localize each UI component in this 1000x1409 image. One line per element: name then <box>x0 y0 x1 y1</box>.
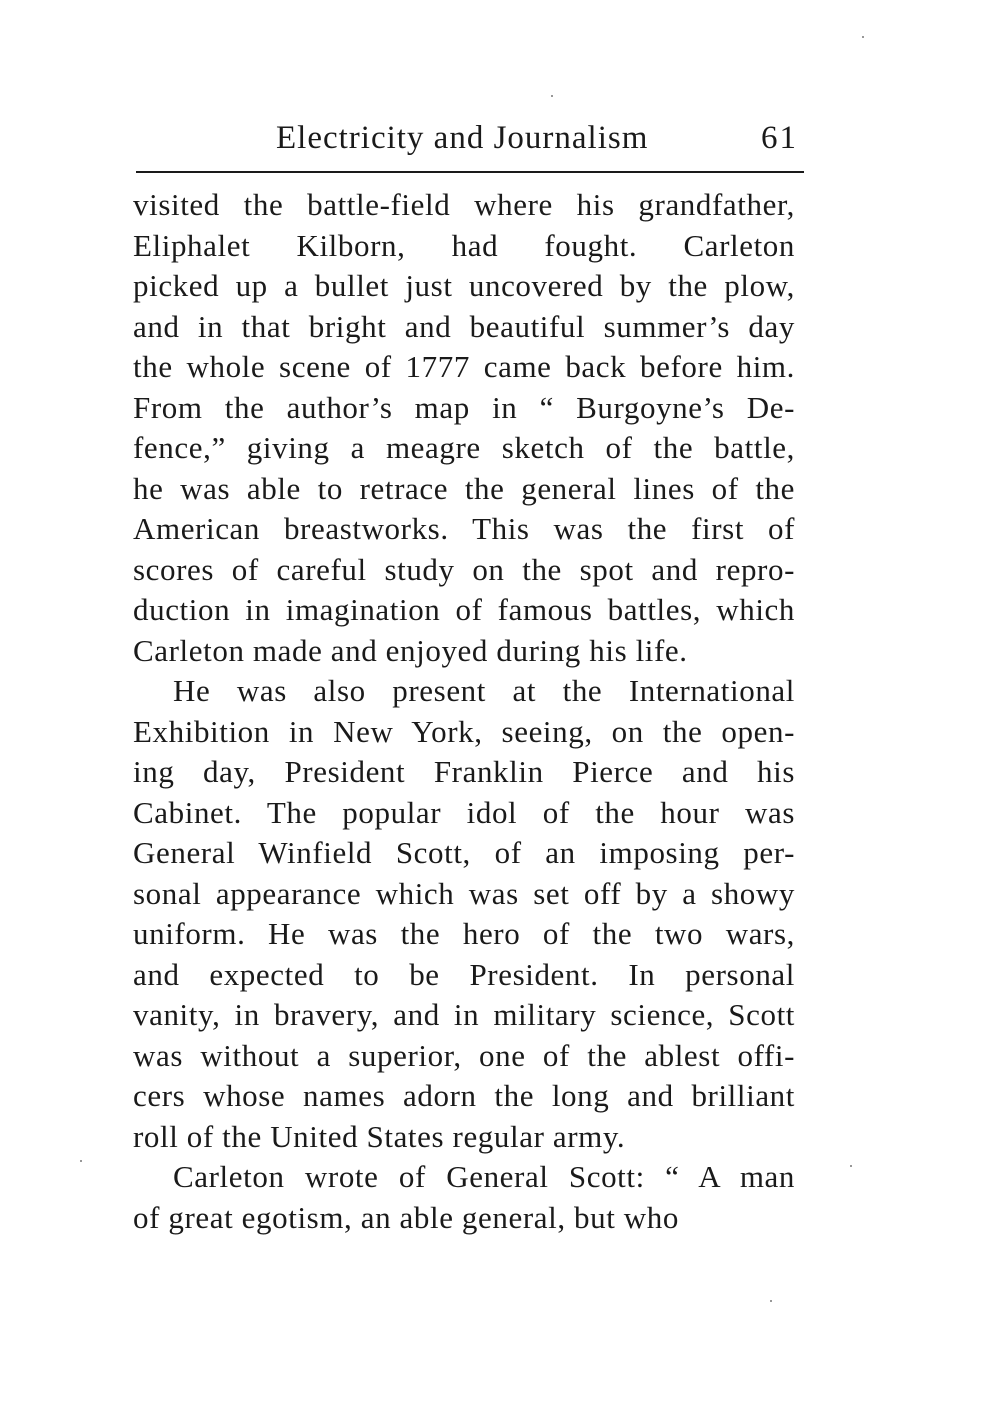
text-line: uniform. He was the hero of the two wars, <box>133 916 795 951</box>
text-line: he was able to retrace the general lines of the <box>133 470 795 506</box>
paper-speck <box>862 36 864 38</box>
body-text <box>133 185 795 1238</box>
text-line: sonal appearance which was set off by a showy <box>133 875 795 911</box>
text-line: picked up a bullet just uncovered by the plow, <box>133 268 795 303</box>
paper-speck <box>770 1300 772 1302</box>
text-line: Eliphalet Kilborn, had fought. Carleton <box>133 227 795 263</box>
text-line: and expected to be President. In personal <box>133 956 795 992</box>
paper-speck <box>850 1165 852 1167</box>
text-line: visited the battle-field where his grandfather, <box>133 187 795 222</box>
text-line: fence,” giving a meagre sketch of the battle, <box>133 430 795 465</box>
page-number: 61 <box>761 120 798 156</box>
header-rule <box>136 171 804 173</box>
paragraph <box>133 1157 795 1238</box>
text-line: General Winfield Scott, of an imposing per- <box>133 835 795 870</box>
text-line: scores of careful study on the spot and repro- <box>133 551 795 587</box>
text-line: Cabinet. The popular idol of the hour was <box>133 794 795 830</box>
text-line: Carleton wrote of General Scott: “ A man <box>173 1159 795 1194</box>
running-title: Electricity and Journalism <box>276 120 649 156</box>
text-line: From the author’s map in “ Burgoyne’s De- <box>133 389 795 425</box>
text-line: Carleton made and enjoyed during his life. <box>133 632 688 668</box>
text-line: Exhibition in New York, seeing, on the open- <box>133 713 795 749</box>
text-line: roll of the United States regular army. <box>133 1118 626 1154</box>
paper-speck <box>80 1160 82 1162</box>
text-line: American breastworks. This was the first of <box>133 511 795 546</box>
paper-speck <box>551 95 553 97</box>
text-line: the whole scene of 1777 came back before him. <box>133 349 795 384</box>
text-line: cers whose names adorn the long and brilliant <box>133 1078 795 1113</box>
text-line: He was also present at the International <box>173 673 795 708</box>
text-line: was without a superior, one of the ablest offi- <box>133 1037 795 1073</box>
text-line: and in that bright and beautiful summer’s day <box>133 308 795 344</box>
running-head <box>136 112 804 164</box>
text-line: of great egotism, an able general, but who <box>133 1199 679 1235</box>
paragraph <box>133 185 795 671</box>
paragraph <box>133 671 795 1157</box>
text-line: duction in imagination of famous battles, which <box>133 592 795 627</box>
text-line: ing day, President Franklin Pierce and his <box>133 754 795 789</box>
text-line: vanity, in bravery, and in military science, Scott <box>133 997 795 1032</box>
